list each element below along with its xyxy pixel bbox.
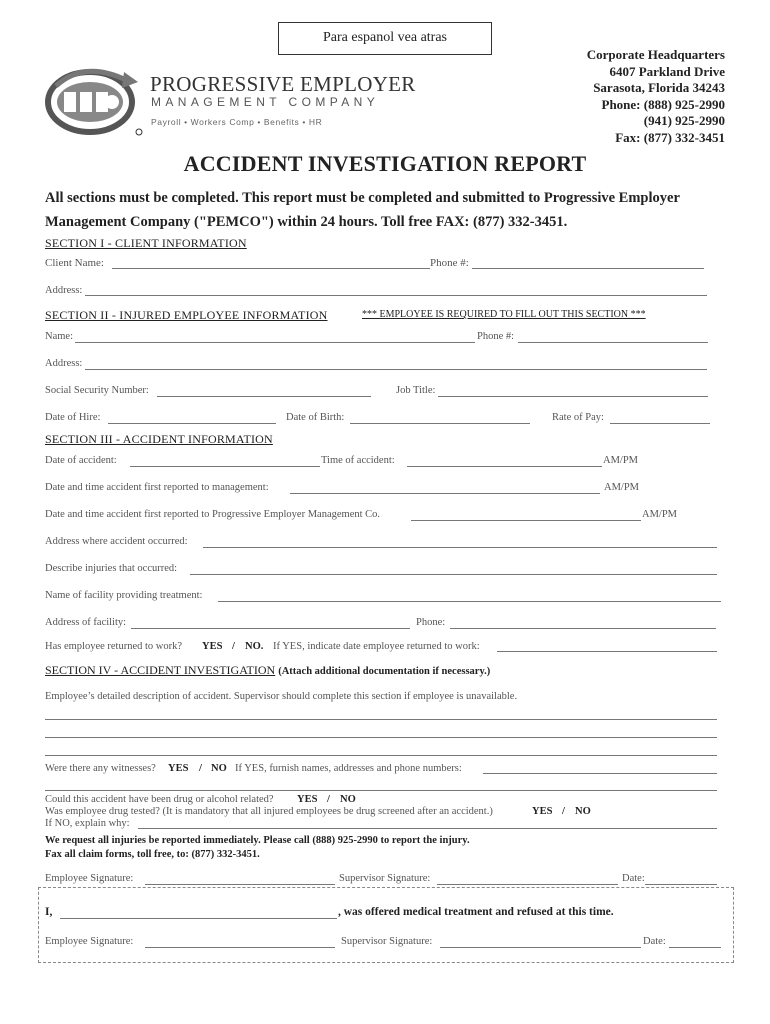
client-name-field[interactable] — [112, 268, 430, 269]
brand-services: Payroll • Workers Comp • Benefits • HR — [151, 117, 323, 127]
facility-address-field[interactable] — [131, 628, 410, 629]
reported-mgmt-ampm: AM/PM — [604, 482, 640, 493]
witnesses-yes-option[interactable]: YES — [168, 763, 189, 774]
section3-heading: SECTION III - ACCIDENT INFORMATION — [45, 432, 273, 446]
returned-question: Has employee returned to work? — [45, 641, 183, 652]
explain-label: If NO, explain why: — [45, 818, 130, 829]
time-accident-field[interactable] — [407, 466, 602, 467]
description-line-2[interactable] — [45, 737, 717, 738]
company-logo-icon — [44, 66, 144, 136]
refusal-box — [38, 887, 734, 963]
employee-name-label: Name: — [45, 331, 73, 342]
drug-test-yes-option[interactable]: YES — [532, 806, 553, 817]
injuries-label: Describe injuries that occurred: — [45, 563, 178, 574]
refusal-employee-signature-label: Employee Signature: — [45, 936, 134, 947]
reported-pemco-field[interactable] — [411, 520, 641, 521]
client-phone-field[interactable] — [472, 268, 704, 269]
time-accident-label: Time of accident: — [321, 455, 395, 466]
employee-signature-label: Employee Signature: — [45, 873, 134, 884]
employee-phone-label: Phone #: — [477, 331, 515, 342]
ssn-label: Social Security Number: — [45, 385, 149, 396]
refusal-employee-signature-field[interactable] — [145, 947, 335, 948]
returned-yes-option[interactable]: YES — [202, 641, 223, 652]
refusal-date-field[interactable] — [669, 947, 721, 948]
signature-date-label: Date: — [622, 873, 645, 884]
drug-test-question: Was employee drug tested? (It is mandatory that all injured employees be drug screened after an accident.) — [45, 806, 493, 817]
drug-question: Could this accident have been drug or alcohol related? — [45, 794, 274, 805]
hq-fax: Fax: (877) 332-3451 — [615, 129, 725, 145]
returned-slash: / — [232, 641, 235, 652]
facility-address-label: Address of facility: — [45, 617, 127, 628]
brand-subtitle: MANAGEMENT COMPANY — [151, 95, 380, 109]
reported-mgmt-label: Date and time accident first reported to management: — [45, 482, 269, 493]
job-title-field[interactable] — [438, 396, 708, 397]
returned-date-field[interactable] — [497, 651, 717, 652]
refusal-supervisor-signature-label: Supervisor Signature: — [341, 936, 433, 947]
report-title: ACCIDENT INVESTIGATION REPORT — [183, 151, 587, 176]
description-line-1[interactable] — [45, 719, 717, 720]
refusal-text: , was offered medical treatment and refused at this time. — [338, 906, 614, 918]
client-phone-label: Phone #: — [430, 257, 469, 269]
client-address-label: Address: — [45, 285, 83, 296]
date-accident-field[interactable] — [130, 466, 320, 467]
returned-date-label: If YES, indicate date employee returned to work: — [273, 641, 480, 652]
client-address-field[interactable] — [85, 295, 707, 296]
drug-yes-option[interactable]: YES — [297, 794, 318, 805]
witnesses-note: If YES, furnish names, addresses and phone numbers: — [235, 763, 462, 774]
spanish-note-box — [278, 22, 492, 55]
report-notice-line2: Fax all claim forms, toll free, to: (877) 332-3451. — [45, 849, 260, 860]
description-label: Employee’s detailed description of accident. Supervisor should complete this section if employee is unavailable. — [45, 691, 518, 702]
witnesses-line-2[interactable] — [45, 790, 717, 791]
date-hire-label: Date of Hire: — [45, 412, 101, 423]
employee-signature-field[interactable] — [145, 884, 335, 885]
reported-mgmt-field[interactable] — [290, 493, 600, 494]
refusal-supervisor-signature-field[interactable] — [440, 947, 641, 948]
date-accident-label: Date of accident: — [45, 455, 117, 466]
report-notice-line1: We request all injuries be reported immediately. Please call (888) 925-2990 to report the injury. — [45, 835, 470, 846]
drug-slash: / — [327, 794, 330, 805]
hq-title: Corporate Headquarters — [586, 47, 725, 62]
section4-heading-row — [45, 663, 490, 678]
date-hire-field[interactable] — [108, 423, 276, 424]
returned-no-option[interactable]: NO. — [245, 641, 264, 652]
rate-pay-label: Rate of Pay: — [552, 412, 604, 423]
rate-pay-field[interactable] — [610, 423, 710, 424]
corporate-hq-address — [587, 47, 725, 146]
witnesses-slash: / — [199, 763, 202, 774]
employee-address-label: Address: — [45, 358, 83, 369]
section4-heading: SECTION IV - ACCIDENT INVESTIGATION — [45, 663, 276, 677]
refusal-name-field[interactable] — [60, 918, 337, 919]
witnesses-field[interactable] — [483, 773, 717, 774]
reported-pemco-ampm: AM/PM — [642, 509, 678, 520]
brand-name: PROGRESSIVE EMPLOYER — [150, 72, 416, 96]
intro-text: All sections must be completed. This report must be completed and submitted to Progressive Employer Management Company ("PEMCO") within 24 hours. Toll free FAX: (877) 332-3451. — [45, 190, 680, 230]
address-occurred-field[interactable] — [203, 547, 717, 548]
employee-address-field[interactable] — [85, 369, 707, 370]
supervisor-signature-field[interactable] — [437, 884, 618, 885]
witnesses-question: Were there any witnesses? — [45, 763, 156, 774]
reported-pemco-label: Date and time accident first reported to Progressive Employer Management Co. — [45, 509, 381, 520]
section4-heading-note: (Attach additional documentation if necessary.) — [278, 666, 491, 677]
employee-name-field[interactable] — [75, 342, 475, 343]
dob-field[interactable] — [350, 423, 530, 424]
section2-note: *** EMPLOYEE IS REQUIRED TO FILL OUT THIS SECTION *** — [362, 309, 646, 320]
facility-phone-label: Phone: — [416, 617, 446, 628]
hq-street: 6407 Parkland Drive — [609, 63, 725, 79]
refusal-prefix: I, — [45, 906, 53, 918]
address-occurred-label: Address where accident occurred: — [45, 536, 188, 547]
signature-date-field[interactable] — [645, 884, 717, 885]
drug-test-no-option[interactable]: NO — [575, 806, 591, 817]
supervisor-signature-label: Supervisor Signature: — [339, 873, 431, 884]
section2-heading: SECTION II - INJURED EMPLOYEE INFORMATION — [45, 308, 328, 322]
dob-label: Date of Birth: — [286, 412, 345, 423]
drug-no-option[interactable]: NO — [340, 794, 356, 805]
hq-city: Sarasota, Florida 34243 — [593, 80, 725, 95]
time-accident-ampm: AM/PM — [603, 455, 639, 466]
facility-phone-field[interactable] — [450, 628, 716, 629]
client-name-label: Client Name: — [45, 257, 104, 269]
section1-heading: SECTION I - CLIENT INFORMATION — [45, 236, 247, 250]
ssn-field[interactable] — [157, 396, 371, 397]
witnesses-no-option[interactable]: NO — [211, 763, 227, 774]
injuries-field[interactable] — [190, 574, 717, 575]
hq-phone2: (941) 925-2990 — [643, 113, 725, 128]
hq-phone1: Phone: (888) 925-2990 — [601, 96, 725, 112]
drug-test-slash: / — [562, 806, 565, 817]
facility-name-label: Name of facility providing treatment: — [45, 590, 203, 601]
facility-name-field[interactable] — [218, 601, 721, 602]
employee-phone-field[interactable] — [518, 342, 708, 343]
spanish-note: Para espanol vea atras — [323, 30, 447, 45]
description-line-3[interactable] — [45, 755, 717, 756]
job-title-label: Job Title: — [396, 385, 436, 396]
explain-field[interactable] — [138, 828, 717, 829]
report-notice — [45, 834, 470, 862]
refusal-date-label: Date: — [643, 936, 666, 947]
